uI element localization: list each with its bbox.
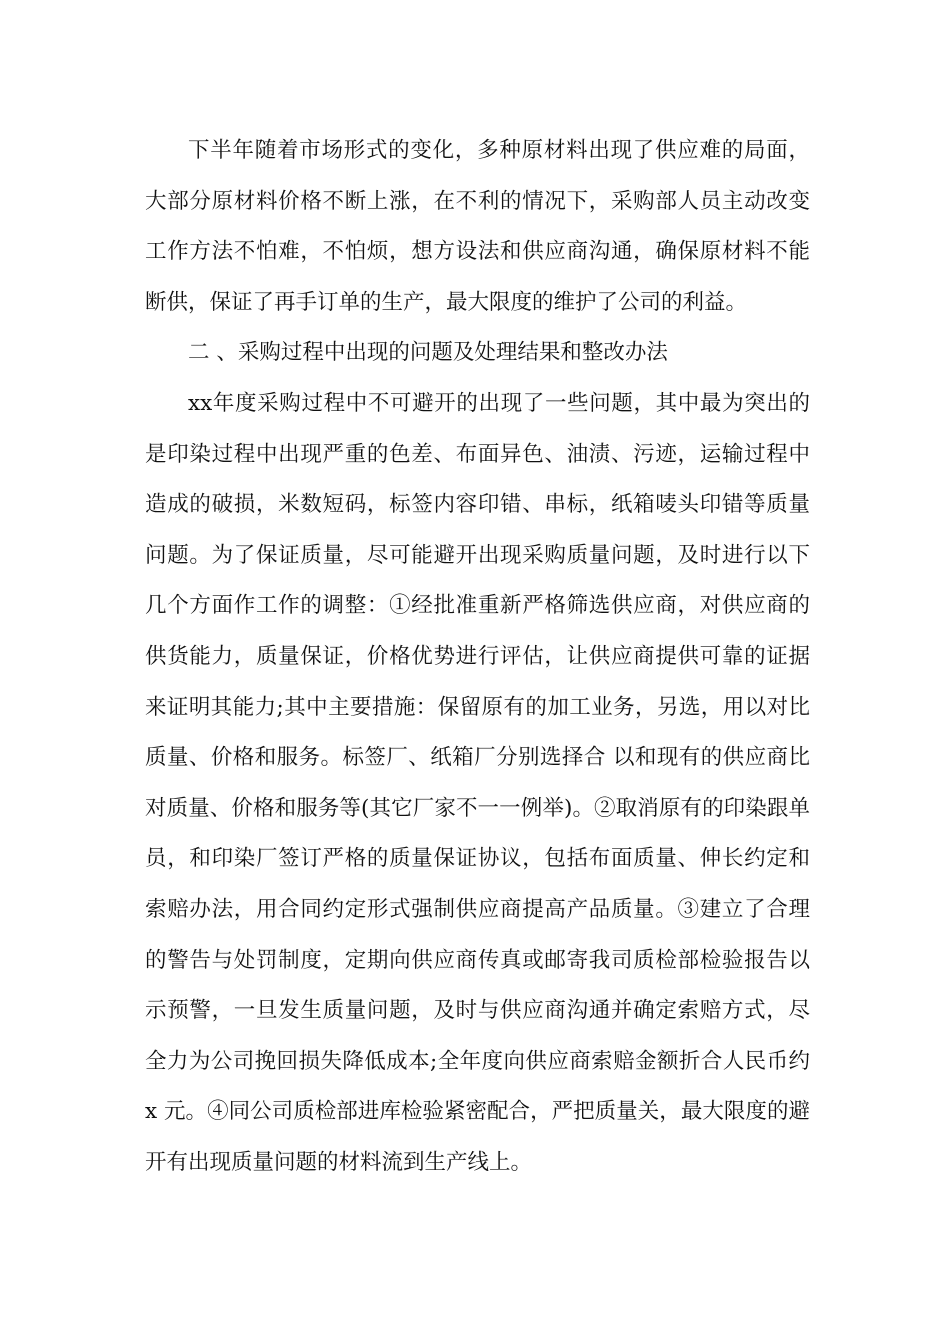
paragraph-2: xx年度采购过程中不可避开的出现了一些问题，其中最为突出的是印染过程中出现严重的色差、布面异色、油渍、污迹，运输过程中造成的破损，米数短码，标签内容印错、串标，纸箱唛头印错等质量问题。为了保证质量，尽可能避开出现采购质量问题，及时进行以下几个方面作工作的调整：①经批准重新严格筛选供应商，对供应商的供货能力，质量保证，价格优势进行评估，让供应商提供可靠的证据来证明其能力;其中主要措施：保留原有的加工业务，另选，用以对比质量、价格和服务。标签厂、纸箱厂分别选择合 以和现有的供应商比对质量、价格和服务等(其它厂家不一一例举)。②取消原有的印染跟单员，和印染厂签订严格的质量保证协议，包括布面质量、伸长约定和索赔办法，用合同约定形式强制供应商提高产品质量。③建立了合理的警告与处罚制度，定期向供应商传真或邮寄我司质检部检验报告以示预警，一旦发生质量问题，及时与供应商沟通并确定索赔方式，尽全力为公司挽回损失降低成本;全年度向供应商索赔金额折合人民币约 x 元。④同公司质检部进库检验紧密配合，严把质量关，最大限度的避开有出现质量问题的材料流到生产线上。 (145, 390, 810, 1175)
document-body (145, 126, 810, 1188)
section-heading: 二 、采购过程中出现的问题及处理结果和整改办法 (188, 340, 668, 366)
paragraph-1: 下半年随着市场形式的变化，多种原材料出现了供应难的局面，大部分原材料价格不断上涨，在不利的情况下，采购部人员主动改变工作方法不怕难，不怕烦，想方设法和供应商沟通，确保原材料不能断供，保证了再手订单的生产，最大限度的维护了公司的利益。 (145, 138, 810, 315)
